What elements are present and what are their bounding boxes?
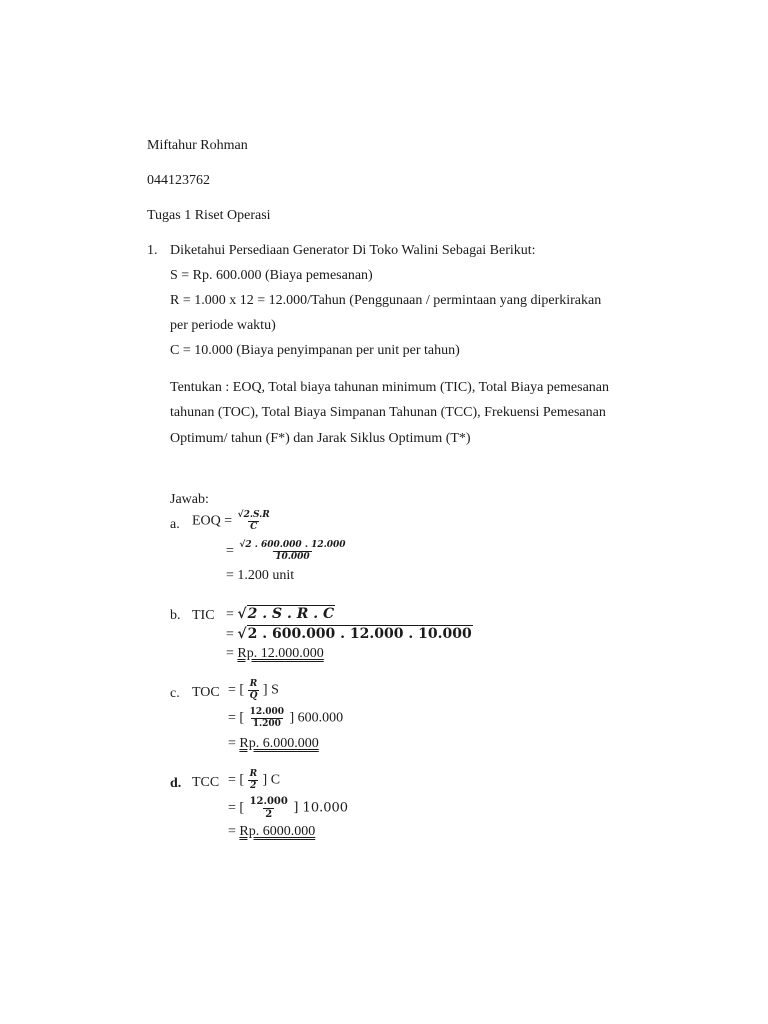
student-name: Miftahur Rohman bbox=[147, 138, 248, 153]
eoq-substitution bbox=[226, 541, 348, 562]
eoq-label: EOQ = bbox=[192, 513, 233, 529]
tic-sqrt-radicand: 2 . S . R . C bbox=[247, 606, 335, 622]
eoq-substitution-denominator: 10.000 bbox=[275, 552, 310, 562]
tic-sqrt: √2 . S . R . C bbox=[237, 606, 335, 622]
problem-intro: Diketahui Persediaan Generator Di Toko Walini Sebagai Berikut: bbox=[170, 243, 536, 258]
tic-eq-sign: = bbox=[226, 607, 234, 622]
tic-substitution-radicand: 2 . 600.000 . 12.000 . 10.000 bbox=[247, 626, 472, 642]
tic-result: Rp. 12.000.000 bbox=[237, 646, 324, 661]
given-c: C = 10.000 (Biaya penyimpanan per unit per tahun) bbox=[170, 343, 460, 358]
task-line-3: Optimum/ tahun (F*) dan Jarak Siklus Optimum (T*) bbox=[170, 431, 471, 446]
task-line-1: Tentukan : EOQ, Total biaya tahunan minimum (TIC), Total Biaya pemesanan bbox=[170, 380, 609, 395]
eoq-eq-sign: = bbox=[226, 543, 234, 559]
toc-open-2: = [ bbox=[228, 710, 245, 726]
tcc-close-2: ] 10.000 bbox=[293, 800, 349, 816]
tcc-substitution-denominator: 2 bbox=[265, 809, 273, 820]
eoq-substitution-numerator: √2 . 600.000 . 12.000 bbox=[239, 540, 346, 550]
toc-formula bbox=[228, 680, 279, 701]
task-line-2: tahunan (TOC), Total Biaya Simpanan Tahunan (TCC), Frekuensi Pemesanan bbox=[170, 405, 606, 420]
tcc-fraction-denominator: 2 bbox=[250, 781, 257, 791]
eoq-fraction-numerator: √2.S.R bbox=[237, 510, 270, 520]
tic-formula bbox=[226, 606, 335, 623]
eoq-fraction-denominator: C bbox=[250, 522, 258, 532]
tcc-label: TCC bbox=[192, 775, 220, 790]
eoq-fraction bbox=[236, 511, 272, 532]
given-r: R = 1.000 x 12 = 12.000/Tahun (Penggunaan / permintaan yang diperkirakan bbox=[170, 293, 602, 308]
tic-eq-sign-2: = bbox=[226, 627, 234, 642]
tcc-close: ] C bbox=[262, 772, 281, 788]
tic-substitution bbox=[226, 626, 473, 643]
toc-fraction-denominator: Q bbox=[249, 691, 258, 701]
given-s: S = Rp. 600.000 (Biaya pemesanan) bbox=[170, 268, 373, 283]
tcc-result: Rp. 6000.000 bbox=[239, 824, 316, 839]
toc-substitution-fraction bbox=[248, 708, 286, 729]
student-nim: 044123762 bbox=[147, 173, 210, 188]
eoq-formula bbox=[192, 511, 272, 532]
tcc-fraction bbox=[248, 770, 259, 791]
toc-label: TOC bbox=[192, 685, 220, 700]
tcc-formula bbox=[228, 770, 280, 791]
toc-close: ] S bbox=[262, 682, 279, 698]
answer-label: Jawab: bbox=[170, 492, 209, 507]
part-b-marker: b. bbox=[170, 608, 181, 623]
toc-substitution bbox=[228, 708, 343, 729]
problem-number: 1. bbox=[147, 243, 158, 258]
tic-sqrt-2: √2 . 600.000 . 12.000 . 10.000 bbox=[237, 626, 472, 642]
tic-result-line bbox=[226, 646, 324, 662]
tcc-result-line bbox=[228, 824, 315, 840]
tcc-substitution-fraction bbox=[248, 797, 290, 820]
toc-result: Rp. 6.000.000 bbox=[239, 736, 319, 751]
tic-eq-sign-3: = bbox=[226, 646, 234, 661]
toc-fraction-numerator: R bbox=[249, 679, 258, 689]
part-c-marker: c. bbox=[170, 686, 180, 701]
toc-open: = [ bbox=[228, 682, 245, 698]
tcc-fraction-numerator: R bbox=[249, 769, 258, 779]
toc-eq-sign-3: = bbox=[228, 736, 236, 751]
toc-result-line bbox=[228, 736, 319, 752]
toc-substitution-denominator: 1.200 bbox=[252, 719, 281, 729]
eoq-substitution-fraction bbox=[237, 541, 347, 562]
tcc-eq-sign-3: = bbox=[228, 824, 236, 839]
given-r-continued: per periode waktu) bbox=[170, 318, 276, 333]
tic-label: TIC bbox=[192, 608, 215, 623]
tcc-substitution bbox=[228, 797, 348, 820]
eoq-result: = 1.200 unit bbox=[226, 568, 295, 583]
toc-close-2: ] 600.000 bbox=[289, 710, 344, 726]
tcc-substitution-numerator: 12.000 bbox=[249, 796, 288, 807]
tcc-open: = [ bbox=[228, 772, 245, 788]
toc-fraction bbox=[248, 680, 260, 701]
toc-substitution-numerator: 12.000 bbox=[249, 707, 285, 717]
part-d-marker: d. bbox=[170, 776, 182, 791]
assignment-title: Tugas 1 Riset Operasi bbox=[147, 208, 271, 223]
tcc-open-2: = [ bbox=[228, 800, 245, 816]
part-a-marker: a. bbox=[170, 517, 180, 532]
